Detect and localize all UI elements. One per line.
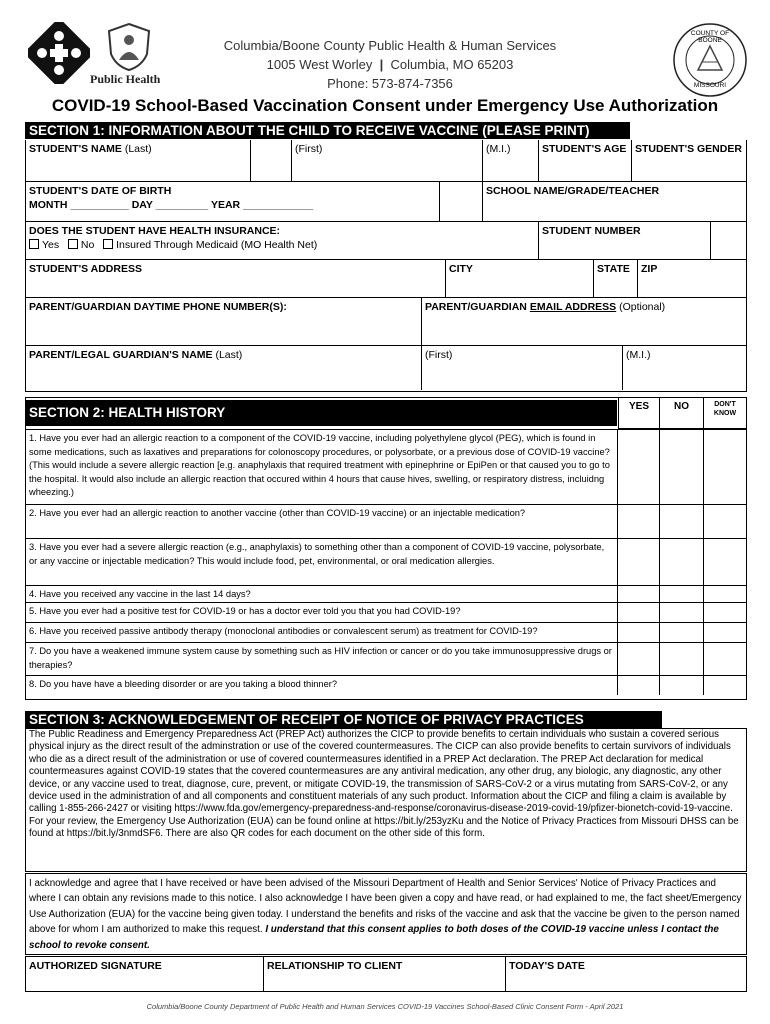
relationship-field[interactable]: RELATIONSHIP TO CLIENT xyxy=(264,957,506,991)
health-question-row xyxy=(26,504,746,538)
address-line: 1005 West Worley | Columbia, MO 65203 xyxy=(266,57,514,72)
health-question-row xyxy=(26,622,746,642)
student-first-name-field[interactable]: (First) xyxy=(292,140,483,182)
section2-heading: SECTION 2: HEALTH HISTORY xyxy=(25,400,617,426)
eua-paragraph: For your review, the Emergency Use Authorization (EUA) can be found online at https://bit.ly/253yzKu and the Notice of Privacy Practices from Missouri DHSS can be found at https://bit.ly/3nmdSF6. There are also QR codes for each document on the other side of this form. xyxy=(29,815,739,840)
answer-no-cell[interactable] xyxy=(660,603,704,622)
acknowledgement-box xyxy=(25,873,747,955)
answer-yes-cell[interactable] xyxy=(618,539,660,585)
checkbox-icon xyxy=(103,239,113,249)
address-field[interactable]: STUDENT'S ADDRESS xyxy=(26,260,446,298)
parent-phone-field[interactable]: PARENT/GUARDIAN DAYTIME PHONE NUMBER(S): xyxy=(26,298,422,346)
guardian-mi-field[interactable]: (M.I.) xyxy=(626,349,651,361)
county-seal xyxy=(672,22,748,98)
insurance-yes-checkbox[interactable]: Yes xyxy=(29,239,59,251)
answer-dontknow-cell[interactable] xyxy=(704,430,746,504)
answer-no-cell[interactable] xyxy=(660,643,704,675)
student-age-field[interactable]: STUDENT'S AGE xyxy=(539,140,632,182)
student-gender-field[interactable]: STUDENT'S GENDER xyxy=(632,140,746,182)
answer-no-cell[interactable] xyxy=(660,676,704,695)
answer-dontknow-cell[interactable] xyxy=(704,603,746,622)
cross-figures-icon xyxy=(28,22,90,84)
col-yes-header: YES xyxy=(618,398,660,429)
seal-top-text: COUNTY OF BOONE xyxy=(690,30,730,44)
signature-field[interactable]: AUTHORIZED SIGNATURE xyxy=(26,957,264,991)
answer-yes-cell[interactable] xyxy=(618,643,660,675)
health-question-text: 4. Have you received any vaccine in the last 14 days? xyxy=(26,586,618,602)
answer-yes-cell[interactable] xyxy=(618,603,660,622)
checkbox-icon xyxy=(68,239,78,249)
zip-field[interactable]: ZIP xyxy=(638,260,746,298)
shield-icon xyxy=(106,22,152,72)
answer-no-cell[interactable] xyxy=(660,539,704,585)
health-question-row xyxy=(26,585,746,602)
answer-no-cell[interactable] xyxy=(660,586,704,602)
health-question-text: 3. Have you ever had a severe allergic reaction (e.g., anaphylaxis) to something other than a component of COVID-19 vaccine, polysorbate, or any vaccine or injectable medication? This would include food, pet, environmental, or oral medication allergies. xyxy=(26,539,618,585)
insurance-medicaid-checkbox[interactable]: Insured Through Medicaid (MO Health Net) xyxy=(103,239,317,251)
guardian-last-name-field[interactable]: PARENT/LEGAL GUARDIAN'S NAME (Last) xyxy=(26,346,422,390)
header-address xyxy=(180,36,600,93)
date-field[interactable]: TODAY'S DATE xyxy=(509,960,585,972)
dob-spacer xyxy=(440,182,483,222)
student-last-name-field[interactable]: STUDENT'S NAME (Last) xyxy=(26,140,251,182)
answer-no-cell[interactable] xyxy=(660,623,704,642)
health-question-text: 7. Do you have a weakened immune system cause by something such as HIV infection or cancer or do you take immunosuppressive drugs or therapies? xyxy=(26,643,618,675)
answer-dontknow-cell[interactable] xyxy=(704,586,746,602)
answer-dontknow-cell[interactable] xyxy=(704,505,746,538)
org-name: Columbia/Boone County Public Health & Human Services xyxy=(223,38,557,53)
answer-yes-cell[interactable] xyxy=(618,623,660,642)
student-number-spacer xyxy=(711,222,746,260)
answer-yes-cell[interactable] xyxy=(618,430,660,504)
health-question-row xyxy=(26,642,746,675)
answer-dontknow-cell[interactable] xyxy=(704,539,746,585)
health-question-row xyxy=(26,538,746,585)
public-health-logo xyxy=(28,22,170,92)
student-name-spacer xyxy=(251,140,292,182)
health-question-text: 5. Have you ever had a positive test for COVID-19 or has a doctor ever told you that you had COVID-19? xyxy=(26,603,618,622)
student-dob-field[interactable]: STUDENT'S DATE OF BIRTH MONTH __________ DAY _________ YEAR ____________ xyxy=(26,182,440,222)
section2-table xyxy=(25,397,747,700)
health-question-row xyxy=(26,602,746,622)
student-number-field[interactable]: STUDENT NUMBER xyxy=(539,222,711,260)
acknowledgement-bold-text: I understand that this consent applies to both doses of the COVID-19 vaccine unless I contact the school to revoke consent. xyxy=(29,924,719,951)
health-question-text: 1. Have you ever had an allergic reaction to a component of the COVID-19 vaccine, including polyethylene glycol (PEG), which is found in some medications, such as laxatives and preparations for colonoscopy procedures, or polysorbate, or a previous dose of COVID-19 vaccine? (This would include a severe allergic reaction [e.g. anaphylaxis that required treatment with epinephrine or EpiPen or that caused you to go to the hospital. It would also include an allergic reaction that occured within 4 hours that cause hives, swelling, or respiratory distress, incluidng wheezing.) xyxy=(26,430,618,504)
seal-bottom-text: MISSOURI xyxy=(693,82,727,89)
health-question-row xyxy=(26,675,746,695)
guardian-first-name-field[interactable]: (First) xyxy=(422,346,623,390)
signature-row xyxy=(25,956,747,992)
state-field[interactable]: STATE xyxy=(594,260,638,298)
col-dontknow-header: DON'T KNOW xyxy=(704,398,746,429)
answer-dontknow-cell[interactable] xyxy=(704,643,746,675)
answer-yes-cell[interactable] xyxy=(618,676,660,695)
answer-no-cell[interactable] xyxy=(660,430,704,504)
phone-line: Phone: 573-874-7356 xyxy=(327,76,453,91)
health-question-text: 8. Do you have have a bleeding disorder or are you taking a blood thinner? xyxy=(26,676,618,695)
answer-yes-cell[interactable] xyxy=(618,505,660,538)
student-mi-field[interactable]: (M.I.) xyxy=(483,140,539,182)
school-field[interactable]: SCHOOL NAME/GRADE/TEACHER xyxy=(483,182,746,222)
page-title: COVID-19 School-Based Vaccination Consent under Emergency Use Authorization xyxy=(51,96,719,115)
logo-text: Public Health xyxy=(90,72,161,86)
section1-heading: SECTION 1: INFORMATION ABOUT THE CHILD TO RECEIVE VACCINE (PLEASE PRINT) xyxy=(25,122,630,139)
health-question-text: 2. Have you ever had an allergic reaction to another vaccine (other than COVID-19 vaccine) or an injectable medication? xyxy=(26,505,618,538)
checkbox-icon xyxy=(29,239,39,249)
answer-dontknow-cell[interactable] xyxy=(704,623,746,642)
section3-heading: SECTION 3: ACKNOWLEDGEMENT OF RECEIPT OF NOTICE OF PRIVACY PRACTICES xyxy=(25,711,662,728)
health-question-row xyxy=(26,429,746,504)
answer-no-cell[interactable] xyxy=(660,505,704,538)
parent-email-field[interactable]: PARENT/GUARDIAN EMAIL ADDRESS (Optional) xyxy=(422,298,746,346)
city-field[interactable]: CITY xyxy=(446,260,594,298)
answer-dontknow-cell[interactable] xyxy=(704,676,746,695)
answer-yes-cell[interactable] xyxy=(618,586,660,602)
health-question-text: 6. Have you received passive antibody therapy (monoclonal antibodies or convalescent serum) as treatment for COVID-19? xyxy=(26,623,618,642)
acknowledgement-text: I acknowledge and agree that I have received or have been advised of the Missouri Department of Health and Senior Services' Notice of Privacy Practices and where I can obtain any revisions made to this notice. I also acknowledge I have been given a copy and have read, or had explained to me, the fact sheet/Emergency Use Authorization (EUA) for the vaccine being given today. I understand the benefits and risks of the vaccine and ask that the vaccine be given to the person named above for whom I am authorized to make this request. xyxy=(29,878,742,936)
section3-notice xyxy=(25,728,747,872)
section1-grid xyxy=(25,140,747,392)
col-no-header: NO xyxy=(660,398,704,429)
footer-text: Columbia/Boone County Department of Public Health and Human Services COVID-19 Vaccines School-Based Clinic Consent Form - April 2021 xyxy=(146,1002,624,1011)
insurance-no-checkbox[interactable]: No xyxy=(68,239,94,251)
prep-act-paragraph: The Public Readiness and Emergency Preparedness Act (PREP Act) authorizes the CICP to provide benefits to certain individuals who sustain a covered serious physical injury as the direct result of the adminstration or use of the covered countermeasures. The CICP can also provide benefits to certain survivors of individuals who die as a direct result of the administration or use of covered countermeasures identified in a PREP Act declaration. The PREP Act declaration for medical countermeasures against COVID-19 states that the covered countermeasures are any antiviral medication, any other drug, any biologic, any diagnostic, any other device, or any vaccine used to treat, diagnose, cure, prevent, or mitigate COVID-19, the transmission of SARS-CoV-2 or a virus mutating from SARS-CoV-2, or any device used in the administration of and all components and constituent materials of any such product. Information about the CICP and filing a claim is available by calling 1-855-266-2427 or visiting https://www.fda.gov/emergency-preparedness-and-response/coronavirus-disease-2019-covid-19/pfizer-bionetch-covid-19-vaccine. xyxy=(29,729,733,815)
insurance-field: DOES THE STUDENT HAVE HEALTH INSURANCE: Yes No Insured Through Medicaid (MO Health Net) xyxy=(26,222,539,260)
